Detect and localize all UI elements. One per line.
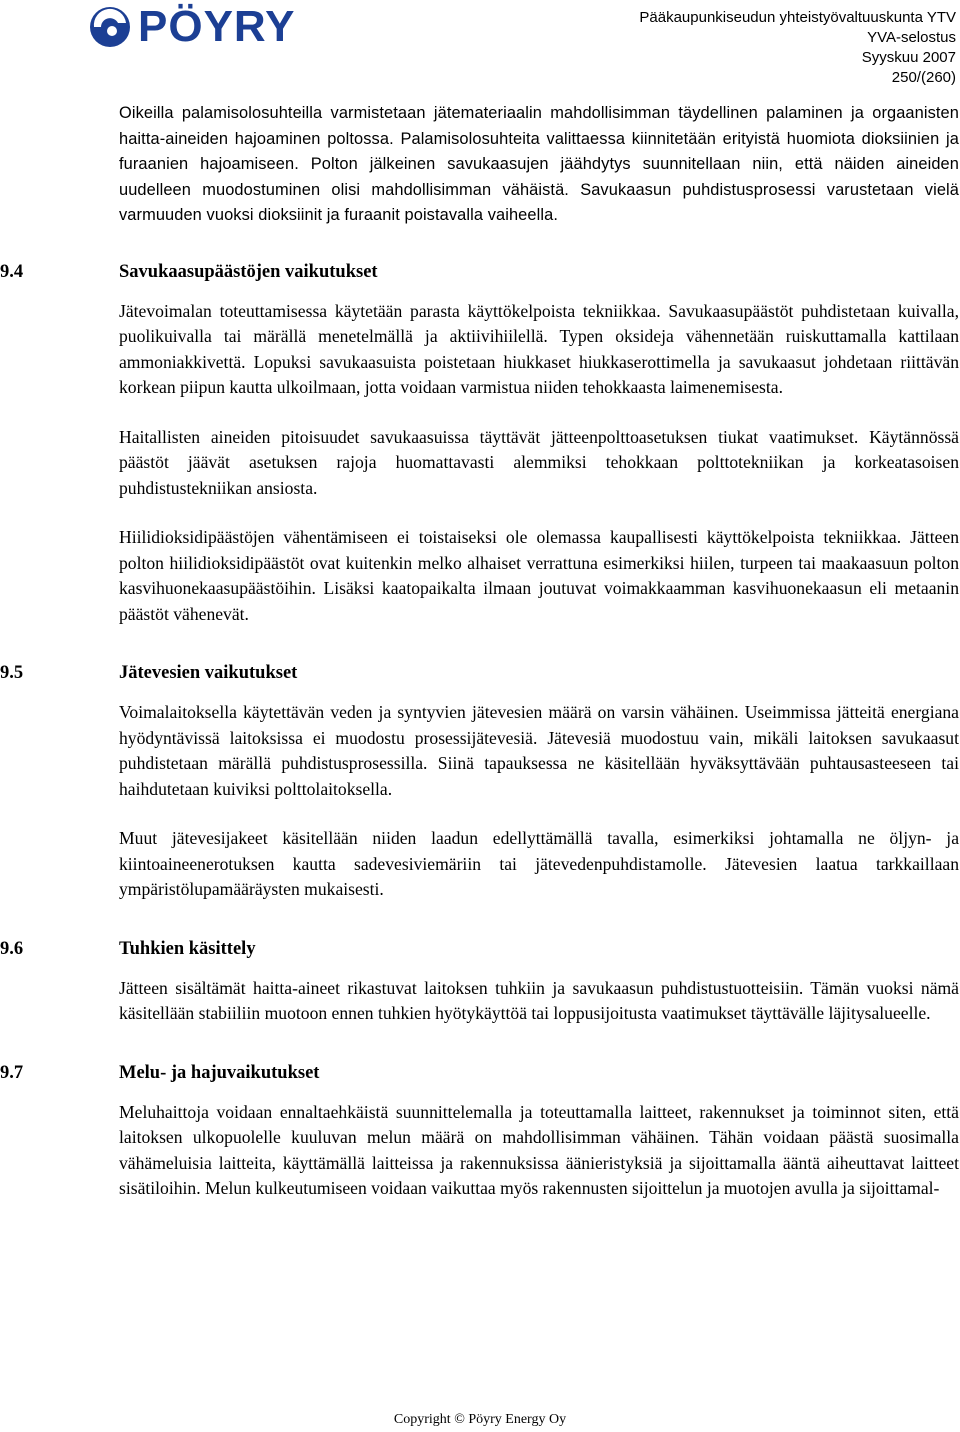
logo-wordmark: PÖYRY xyxy=(138,2,296,51)
paragraph: Hiilidioksidipäästöjen vähentämiseen ei toistaiseksi ole olemassa kaupallisesti käyttökelpoista tekniikkaa. Jätteen polton hiilidioksidipäästöt ovat kuitenkin melko alhaiset verrattuna esimerkiksi hiilen, turpeen tai maakaasuun polton kasvihuonekaasupäästöihin. Lisäksi kaatopaikalta ilmaan joutuvat voimakkaamman kasvihuonekaasun eli metaanin päästöt vähenevät. xyxy=(119,527,959,624)
section-number: 9.6 xyxy=(0,938,24,959)
paragraph: Voimalaitoksella käytettävän veden ja syntyvien jätevesien määrä on varsin vähäinen. Useimmissa jätteitä energiana hyödyntävissä laitoksissa ei muodostu prosessijätevesiä. Jätevesiä muodostuu vain, mikäli laitoksen savukaasut puhdistetaan märällä puhdistusprosessilla. Siinä tapauksessa ne käsitellään hyväksyttävään puhtausasteeseen tai haihdutetaan kuiviksi polttolaitoksella. xyxy=(119,702,959,799)
section-heading-9-6 xyxy=(0,936,960,962)
paragraph: Jätevoimalan toteuttamisessa käytetään parasta käyttökelpoista tekniikkaa. Savukaasupäästöt puhdistetaan kuivalla, puolikuivalla tai märällä menetelmällä ja aktiivihiilellä. Typen oksideja vähennetään ruiskuttamalla kattilaan ammoniakkivettä. Lopuksi savukaasuista poistetaan hiukkaset hiukkaserottimella ja savukaasut johdetaan riittävän korkean piipun kautta ulkoilmaan, jotta voidaan varmistua niiden tehokkaasta laimenemisesta. xyxy=(119,300,959,397)
poyry-logo xyxy=(88,4,338,50)
section-title: Savukaasupäästöjen vaikutukset xyxy=(119,261,378,282)
section-heading-9-7 xyxy=(0,1060,960,1086)
header-doc-type: YVA-selostus xyxy=(867,29,956,46)
section-title: Jätevesien vaikutukset xyxy=(119,663,298,683)
page-header xyxy=(639,8,956,88)
intro-paragraph: Oikeilla palamisolosuhteilla varmistetaan jätemateriaalin mahdollisimman täydellinen palaminen ja orgaanisten haitta-aineiden hajoaminen poltossa. Palamisolosuhteita valittaessa kiinnitetään erityistä huomiota dioksiinien ja furaanien hajoamiseen. Polton jälkeinen savukaasujen jäähdytys suunnitellaan niin, että näiden aineiden uudelleen muodostuminen olisi mahdollisimman vähäistä. Savukaasun puhdistusprosessi varustetaan vielä varmuuden vuoksi dioksiinit ja furaanit poistavalla vaiheella. xyxy=(119,104,959,224)
paragraph: Meluhaittoja voidaan ennaltaehkäistä suunnittelemalla ja toteuttamalla laitteet, rakennukset ja toiminnot siten, että laitoksen ulkopuolelle kuuluvan melun määrä on mahdollisimman vähäinen. Tähän voidaan päästä suosimalla vähämeluisia laitteita, käyttämällä laitteissa ja rakennuksissa äänieristyksiä ja sijoittamalla ääntä aiheuttavat laitteet sisätiloihin. Melun kulkeutumiseen voidaan vaikuttaa myös rakennusten sijoittelun ja muotojen avulla ja sijoittamal- xyxy=(119,1101,959,1198)
paragraph: Jätteen sisältämät haitta-aineet rikastuvat laitoksen tuhkiin ja savukaasun puhdistustuotteisiin. Tämän vuoksi nämä käsitellään stabiiliin muotoon ennen tuhkien hyötykäyttöä tai loppusijoitusta vaatimukset täyttävälle läjitysalueelle. xyxy=(119,977,959,1023)
section-number: 9.4 xyxy=(0,261,24,282)
paragraph: Muut jätevesijakeet käsitellään niiden laadun edellyttämällä tavalla, esimerkiksi johtamalla ne öljyn- ja kiintoaineenerotuksen kautta sadevesiviemäriin tai jätevedenpuhdistamolle. Jätevesien laatua tarkkaillaan ympäristölupamääräysten mukaisesti. xyxy=(119,828,959,899)
footer-copyright: Copyright © Pöyry Energy Oy xyxy=(393,1412,567,1427)
paragraph: Haitallisten aineiden pitoisuudet savukaasuissa täyttävät jätteenpolttoasetuksen tiukat vaatimukset. Käytännössä päästöt jäävät asetuksen rajoja huomattavasti alemmiksi tehokkaan polttotekniikan ja korkeatasoisen puhdistustekniikan ansiosta. xyxy=(119,426,959,498)
header-client: Pääkaupunkiseudun yhteistyövaltuuskunta YTV xyxy=(639,9,956,26)
section-title: Tuhkien käsittely xyxy=(119,938,256,959)
section-number: 9.5 xyxy=(0,663,24,683)
poyry-globe-icon xyxy=(88,5,132,49)
document-body xyxy=(0,101,960,1226)
section-number: 9.7 xyxy=(0,1062,24,1083)
section-title: Melu- ja hajuvaikutukset xyxy=(119,1062,320,1083)
section-heading-9-4 xyxy=(0,259,960,285)
header-date: Syyskuu 2007 xyxy=(861,49,956,66)
section-heading-9-5 xyxy=(0,660,960,686)
header-page-number: 250/(260) xyxy=(891,69,956,86)
